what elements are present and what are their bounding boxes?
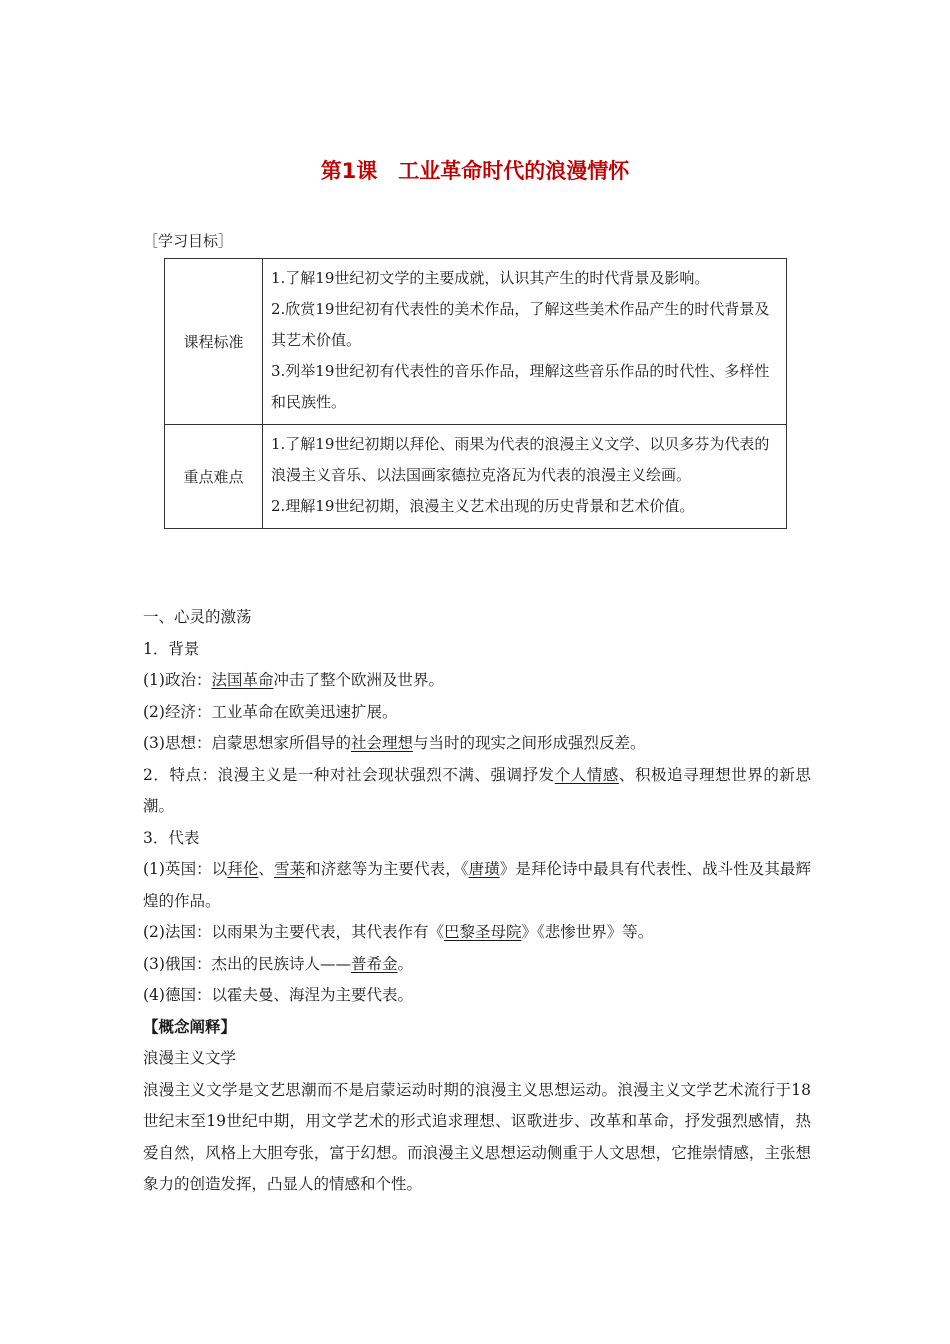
concept-term: 浪漫主义文学 xyxy=(143,1049,237,1067)
blank-answer: 法国革命 xyxy=(211,671,274,689)
thought-line: (3)思想：启蒙思想家所倡导的社会理想与当时的现实之间形成强烈反差。 xyxy=(143,734,646,752)
table-row xyxy=(165,259,787,425)
background-label: 1．背景 xyxy=(143,639,200,658)
goal-item: 2.欣赏19世纪初有代表性的美术作品，了解这些美术作品产生的时代背景及其艺术价值。 xyxy=(271,300,770,349)
goal-item: 2.理解19世纪初期，浪漫主义艺术出现的历史背景和艺术价值。 xyxy=(271,497,695,515)
learning-goals-label: ［学习目标］ xyxy=(143,232,234,250)
france-line: (2)法国：以雨果为主要代表，其代表作有《巴黎圣母院》《悲惨世界》等。 xyxy=(143,923,654,941)
row-header: 课程标准 xyxy=(165,259,263,425)
concept-text: 浪漫主义文学是文艺思潮而不是启蒙运动时期的浪漫主义思想运动。浪漫主义文学艺术流行于18世纪末至19世纪中期，用文学艺术的形式追求理想、讴歌进步、改革和革命，抒发强烈感情，热爱自然，风格上大胆夸张，富于幻想。而浪漫主义思想运动侧重于人文思想，它推崇情感，主张想象力的创造发挥，凸显人的情感和个性。 xyxy=(143,1080,811,1193)
row-content xyxy=(263,259,787,425)
goal-item: 1.了解19世纪初期以拜伦、雨果为代表的浪漫主义文学、以贝多芬为代表的浪漫主义音乐、以法国画家德拉克洛瓦为代表的浪漫主义绘画。 xyxy=(271,435,770,484)
goal-item: 3.列举19世纪初有代表性的音乐作品，理解这些音乐作品的时代性、多样性和民族性。 xyxy=(271,362,770,411)
blank-answer: 唐璜 xyxy=(468,860,500,878)
page-title: 第1课 工业革命时代的浪漫情怀 xyxy=(320,159,630,183)
section-heading: 一、心灵的激荡 xyxy=(143,608,252,626)
uk-line: (1)英国：以拜伦、雪莱和济慈等为主要代表，《唐璜》是拜伦诗中最具有代表性、战斗性及其最辉煌的作品。 xyxy=(143,860,811,910)
russia-line: (3)俄国：杰出的民族诗人——普希金。 xyxy=(143,954,413,973)
main-content xyxy=(143,602,811,1201)
germany-line: (4)德国：以霍夫曼、海涅为主要代表。 xyxy=(143,986,413,1004)
blank-answer: 个人情感 xyxy=(554,765,619,784)
table-row xyxy=(165,425,787,529)
blank-answer: 拜伦 xyxy=(227,860,259,878)
concept-label: 【概念阐释】 xyxy=(143,1017,237,1036)
feature-line: 2．特点：浪漫主义是一种对社会现状强烈不满、强调抒发个人情感、积极追寻理想世界的新思潮。 xyxy=(143,765,811,815)
blank-answer: 社会理想 xyxy=(350,734,413,752)
blank-answer: 雪莱 xyxy=(274,860,306,878)
goal-item: 1.了解19世纪初文学的主要成就，认识其产生的时代背景及影响。 xyxy=(271,269,710,287)
economy-line: (2)经济：工业革命在欧美迅速扩展。 xyxy=(143,702,398,721)
blank-answer: 普希金 xyxy=(350,954,398,973)
row-content xyxy=(263,425,787,529)
row-header: 重点难点 xyxy=(165,425,263,529)
politics-line: (1)政治：法国革命冲击了整个欧洲及世界。 xyxy=(143,671,444,689)
blank-answer: 巴黎圣母院 xyxy=(443,923,522,941)
representatives-label: 3．代表 xyxy=(143,828,200,847)
learning-goals-table xyxy=(164,258,787,529)
